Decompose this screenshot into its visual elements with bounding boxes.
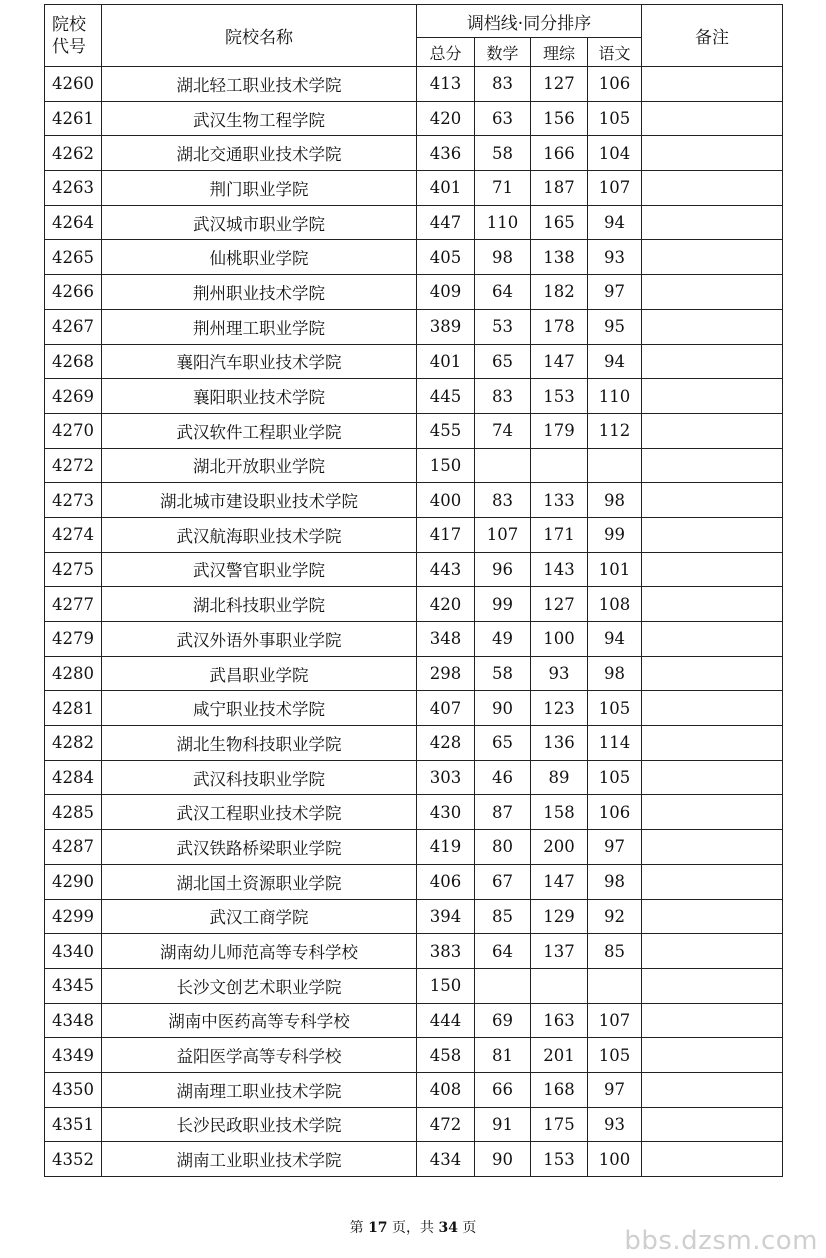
science-score-cell: 179 bbox=[531, 413, 588, 448]
note-cell bbox=[642, 171, 783, 206]
note-cell bbox=[642, 1072, 783, 1107]
science-score-cell: 158 bbox=[531, 795, 588, 830]
school-name-cell: 武汉工商学院 bbox=[102, 899, 417, 934]
chinese-score-cell: 94 bbox=[588, 205, 642, 240]
chinese-score-cell: 95 bbox=[588, 309, 642, 344]
school-code-cell: 4281 bbox=[45, 691, 102, 726]
total-score-cell: 417 bbox=[417, 517, 475, 552]
chinese-score-cell bbox=[588, 448, 642, 483]
table-row bbox=[45, 760, 783, 795]
chinese-score-cell: 105 bbox=[588, 101, 642, 136]
school-name-cell: 长沙民政职业技术学院 bbox=[102, 1107, 417, 1142]
chinese-score-cell: 94 bbox=[588, 622, 642, 657]
header-school-code: 院校代号 bbox=[45, 5, 102, 67]
science-score-cell: 163 bbox=[531, 1003, 588, 1038]
science-score-cell: 93 bbox=[531, 656, 588, 691]
school-name-cell: 武汉软件工程职业学院 bbox=[102, 413, 417, 448]
note-cell bbox=[642, 1038, 783, 1073]
science-score-cell: 156 bbox=[531, 101, 588, 136]
table-row bbox=[45, 656, 783, 691]
school-code-cell: 4287 bbox=[45, 830, 102, 865]
school-name-cell: 武汉航海职业技术学院 bbox=[102, 517, 417, 552]
math-score-cell: 64 bbox=[475, 934, 531, 969]
site-watermark: bbs.dzsm.com bbox=[624, 1226, 818, 1256]
total-score-cell: 401 bbox=[417, 171, 475, 206]
science-score-cell: 123 bbox=[531, 691, 588, 726]
school-name-cell: 湖南理工职业技术学院 bbox=[102, 1072, 417, 1107]
math-score-cell: 67 bbox=[475, 864, 531, 899]
admission-score-table bbox=[44, 4, 783, 1177]
math-score-cell: 63 bbox=[475, 101, 531, 136]
footer-suffix: 页 bbox=[457, 1220, 477, 1236]
math-score-cell: 85 bbox=[475, 899, 531, 934]
note-cell bbox=[642, 275, 783, 310]
total-score-cell: 406 bbox=[417, 864, 475, 899]
chinese-score-cell: 98 bbox=[588, 483, 642, 518]
table-row bbox=[45, 517, 783, 552]
school-code-cell: 4290 bbox=[45, 864, 102, 899]
total-score-cell: 455 bbox=[417, 413, 475, 448]
school-name-cell: 湖北城市建设职业技术学院 bbox=[102, 483, 417, 518]
table-row bbox=[45, 622, 783, 657]
school-code-cell: 4270 bbox=[45, 413, 102, 448]
school-code-cell: 4264 bbox=[45, 205, 102, 240]
science-score-cell bbox=[531, 448, 588, 483]
math-score-cell: 107 bbox=[475, 517, 531, 552]
science-score-cell: 127 bbox=[531, 67, 588, 102]
table-row bbox=[45, 483, 783, 518]
header-chinese: 语文 bbox=[588, 38, 642, 67]
math-score-cell: 69 bbox=[475, 1003, 531, 1038]
note-cell bbox=[642, 344, 783, 379]
chinese-score-cell: 106 bbox=[588, 795, 642, 830]
math-score-cell: 80 bbox=[475, 830, 531, 865]
math-score-cell: 83 bbox=[475, 67, 531, 102]
chinese-score-cell: 94 bbox=[588, 344, 642, 379]
school-name-cell: 湖北轻工职业技术学院 bbox=[102, 67, 417, 102]
total-score-cell: 472 bbox=[417, 1107, 475, 1142]
science-score-cell: 182 bbox=[531, 275, 588, 310]
science-score-cell: 129 bbox=[531, 899, 588, 934]
note-cell bbox=[642, 587, 783, 622]
total-score-cell: 420 bbox=[417, 101, 475, 136]
chinese-score-cell: 107 bbox=[588, 171, 642, 206]
school-name-cell: 湖北生物科技职业学院 bbox=[102, 726, 417, 761]
note-cell bbox=[642, 622, 783, 657]
chinese-score-cell: 105 bbox=[588, 760, 642, 795]
school-code-cell: 4284 bbox=[45, 760, 102, 795]
table-row bbox=[45, 968, 783, 1003]
math-score-cell bbox=[475, 968, 531, 1003]
science-score-cell: 147 bbox=[531, 864, 588, 899]
total-score-cell: 428 bbox=[417, 726, 475, 761]
chinese-score-cell: 98 bbox=[588, 656, 642, 691]
table-row bbox=[45, 379, 783, 414]
school-code-cell: 4349 bbox=[45, 1038, 102, 1073]
chinese-score-cell: 112 bbox=[588, 413, 642, 448]
science-score-cell: 137 bbox=[531, 934, 588, 969]
science-score-cell: 100 bbox=[531, 622, 588, 657]
total-score-cell: 436 bbox=[417, 136, 475, 171]
note-cell bbox=[642, 448, 783, 483]
school-code-cell: 4279 bbox=[45, 622, 102, 657]
table-row bbox=[45, 934, 783, 969]
math-score-cell: 66 bbox=[475, 1072, 531, 1107]
chinese-score-cell: 104 bbox=[588, 136, 642, 171]
total-score-cell: 298 bbox=[417, 656, 475, 691]
table-row bbox=[45, 899, 783, 934]
note-cell bbox=[642, 864, 783, 899]
note-cell bbox=[642, 760, 783, 795]
table-row bbox=[45, 171, 783, 206]
table-row bbox=[45, 67, 783, 102]
school-code-cell: 4274 bbox=[45, 517, 102, 552]
school-name-cell: 武汉外语外事职业学院 bbox=[102, 622, 417, 657]
school-name-cell: 荆门职业学院 bbox=[102, 171, 417, 206]
note-cell bbox=[642, 795, 783, 830]
science-score-cell: 201 bbox=[531, 1038, 588, 1073]
note-cell bbox=[642, 726, 783, 761]
footer-prefix: 第 bbox=[349, 1220, 369, 1236]
science-score-cell bbox=[531, 968, 588, 1003]
math-score-cell: 58 bbox=[475, 656, 531, 691]
chinese-score-cell: 97 bbox=[588, 275, 642, 310]
total-score-cell: 413 bbox=[417, 67, 475, 102]
total-score-cell: 458 bbox=[417, 1038, 475, 1073]
table-body bbox=[45, 67, 783, 1177]
table-row bbox=[45, 552, 783, 587]
math-score-cell: 71 bbox=[475, 171, 531, 206]
footer-middle: 页，共 bbox=[387, 1220, 439, 1236]
school-code-cell: 4282 bbox=[45, 726, 102, 761]
school-name-cell: 湖北国土资源职业学院 bbox=[102, 864, 417, 899]
school-name-cell: 湖南工业职业技术学院 bbox=[102, 1142, 417, 1177]
table-row bbox=[45, 1107, 783, 1142]
school-code-cell: 4261 bbox=[45, 101, 102, 136]
school-name-cell: 武汉铁路桥梁职业学院 bbox=[102, 830, 417, 865]
math-score-cell: 81 bbox=[475, 1038, 531, 1073]
note-cell bbox=[642, 830, 783, 865]
chinese-score-cell: 92 bbox=[588, 899, 642, 934]
school-name-cell: 荆州职业技术学院 bbox=[102, 275, 417, 310]
school-code-cell: 4263 bbox=[45, 171, 102, 206]
table-row bbox=[45, 691, 783, 726]
table-row bbox=[45, 830, 783, 865]
header-school-name: 院校名称 bbox=[102, 5, 417, 67]
note-cell bbox=[642, 205, 783, 240]
science-score-cell: 187 bbox=[531, 171, 588, 206]
chinese-score-cell: 98 bbox=[588, 864, 642, 899]
school-code-cell: 4280 bbox=[45, 656, 102, 691]
note-cell bbox=[642, 101, 783, 136]
note-cell bbox=[642, 240, 783, 275]
header-cutoff-group: 调档线·同分排序 bbox=[417, 5, 642, 38]
math-score-cell: 83 bbox=[475, 379, 531, 414]
science-score-cell: 200 bbox=[531, 830, 588, 865]
chinese-score-cell: 105 bbox=[588, 691, 642, 726]
school-code-cell: 4262 bbox=[45, 136, 102, 171]
math-score-cell: 96 bbox=[475, 552, 531, 587]
school-name-cell: 湖北科技职业学院 bbox=[102, 587, 417, 622]
school-code-cell: 4268 bbox=[45, 344, 102, 379]
total-score-cell: 409 bbox=[417, 275, 475, 310]
total-score-cell: 430 bbox=[417, 795, 475, 830]
total-score-cell: 443 bbox=[417, 552, 475, 587]
table-row bbox=[45, 1038, 783, 1073]
math-score-cell: 90 bbox=[475, 1142, 531, 1177]
school-name-cell: 咸宁职业技术学院 bbox=[102, 691, 417, 726]
science-score-cell: 165 bbox=[531, 205, 588, 240]
school-name-cell: 武汉警官职业学院 bbox=[102, 552, 417, 587]
science-score-cell: 138 bbox=[531, 240, 588, 275]
school-code-cell: 4340 bbox=[45, 934, 102, 969]
school-name-cell: 湖北交通职业技术学院 bbox=[102, 136, 417, 171]
math-score-cell: 90 bbox=[475, 691, 531, 726]
math-score-cell: 58 bbox=[475, 136, 531, 171]
total-score-cell: 150 bbox=[417, 968, 475, 1003]
chinese-score-cell: 100 bbox=[588, 1142, 642, 1177]
school-code-cell: 4265 bbox=[45, 240, 102, 275]
total-score-cell: 407 bbox=[417, 691, 475, 726]
math-score-cell: 49 bbox=[475, 622, 531, 657]
school-name-cell: 荆州理工职业学院 bbox=[102, 309, 417, 344]
chinese-score-cell: 97 bbox=[588, 830, 642, 865]
table-row bbox=[45, 726, 783, 761]
math-score-cell bbox=[475, 448, 531, 483]
table-row bbox=[45, 448, 783, 483]
school-name-cell: 武汉生物工程学院 bbox=[102, 101, 417, 136]
total-score-cell: 420 bbox=[417, 587, 475, 622]
math-score-cell: 64 bbox=[475, 275, 531, 310]
header-total-score: 总分 bbox=[417, 38, 475, 67]
table-row bbox=[45, 795, 783, 830]
note-cell bbox=[642, 1142, 783, 1177]
chinese-score-cell: 93 bbox=[588, 1107, 642, 1142]
total-score-cell: 401 bbox=[417, 344, 475, 379]
note-cell bbox=[642, 67, 783, 102]
school-code-cell: 4351 bbox=[45, 1107, 102, 1142]
school-name-cell: 武昌职业学院 bbox=[102, 656, 417, 691]
school-code-cell: 4273 bbox=[45, 483, 102, 518]
math-score-cell: 53 bbox=[475, 309, 531, 344]
note-cell bbox=[642, 691, 783, 726]
science-score-cell: 136 bbox=[531, 726, 588, 761]
table-row bbox=[45, 101, 783, 136]
total-score-cell: 150 bbox=[417, 448, 475, 483]
chinese-score-cell: 110 bbox=[588, 379, 642, 414]
table-row bbox=[45, 205, 783, 240]
note-cell bbox=[642, 934, 783, 969]
math-score-cell: 74 bbox=[475, 413, 531, 448]
note-cell bbox=[642, 899, 783, 934]
math-score-cell: 91 bbox=[475, 1107, 531, 1142]
table-row bbox=[45, 136, 783, 171]
chinese-score-cell: 114 bbox=[588, 726, 642, 761]
total-score-cell: 444 bbox=[417, 1003, 475, 1038]
school-code-cell: 4350 bbox=[45, 1072, 102, 1107]
science-score-cell: 178 bbox=[531, 309, 588, 344]
total-score-cell: 348 bbox=[417, 622, 475, 657]
chinese-score-cell: 97 bbox=[588, 1072, 642, 1107]
total-score-cell: 447 bbox=[417, 205, 475, 240]
math-score-cell: 87 bbox=[475, 795, 531, 830]
school-code-cell: 4277 bbox=[45, 587, 102, 622]
school-name-cell: 武汉城市职业学院 bbox=[102, 205, 417, 240]
note-cell bbox=[642, 483, 783, 518]
note-cell bbox=[642, 656, 783, 691]
note-cell bbox=[642, 1003, 783, 1038]
table-row bbox=[45, 1003, 783, 1038]
note-cell bbox=[642, 552, 783, 587]
total-score-cell: 419 bbox=[417, 830, 475, 865]
table-row bbox=[45, 240, 783, 275]
chinese-score-cell: 101 bbox=[588, 552, 642, 587]
school-code-cell: 4352 bbox=[45, 1142, 102, 1177]
science-score-cell: 133 bbox=[531, 483, 588, 518]
note-cell bbox=[642, 309, 783, 344]
table-row bbox=[45, 864, 783, 899]
school-code-cell: 4285 bbox=[45, 795, 102, 830]
school-code-cell: 4260 bbox=[45, 67, 102, 102]
school-name-cell: 湖北开放职业学院 bbox=[102, 448, 417, 483]
total-score-cell: 400 bbox=[417, 483, 475, 518]
total-score-cell: 394 bbox=[417, 899, 475, 934]
table-row bbox=[45, 587, 783, 622]
science-score-cell: 153 bbox=[531, 379, 588, 414]
total-score-cell: 434 bbox=[417, 1142, 475, 1177]
note-cell bbox=[642, 968, 783, 1003]
science-score-cell: 127 bbox=[531, 587, 588, 622]
school-name-cell: 武汉科技职业学院 bbox=[102, 760, 417, 795]
chinese-score-cell: 93 bbox=[588, 240, 642, 275]
school-code-cell: 4275 bbox=[45, 552, 102, 587]
header-math: 数学 bbox=[475, 38, 531, 67]
school-name-cell: 长沙文创艺术职业学院 bbox=[102, 968, 417, 1003]
school-name-cell: 襄阳职业技术学院 bbox=[102, 379, 417, 414]
note-cell bbox=[642, 379, 783, 414]
footer-total-pages: 34 bbox=[438, 1220, 458, 1236]
header-science: 理综 bbox=[531, 38, 588, 67]
total-score-cell: 303 bbox=[417, 760, 475, 795]
chinese-score-cell: 106 bbox=[588, 67, 642, 102]
chinese-score-cell bbox=[588, 968, 642, 1003]
math-score-cell: 110 bbox=[475, 205, 531, 240]
science-score-cell: 171 bbox=[531, 517, 588, 552]
total-score-cell: 445 bbox=[417, 379, 475, 414]
science-score-cell: 89 bbox=[531, 760, 588, 795]
school-name-cell: 仙桃职业学院 bbox=[102, 240, 417, 275]
school-name-cell: 湖南中医药高等专科学校 bbox=[102, 1003, 417, 1038]
table-row bbox=[45, 413, 783, 448]
school-code-cell: 4299 bbox=[45, 899, 102, 934]
school-code-cell: 4267 bbox=[45, 309, 102, 344]
school-name-cell: 武汉工程职业技术学院 bbox=[102, 795, 417, 830]
header-note: 备注 bbox=[642, 5, 783, 67]
school-code-cell: 4348 bbox=[45, 1003, 102, 1038]
school-code-cell: 4272 bbox=[45, 448, 102, 483]
chinese-score-cell: 85 bbox=[588, 934, 642, 969]
math-score-cell: 83 bbox=[475, 483, 531, 518]
science-score-cell: 175 bbox=[531, 1107, 588, 1142]
note-cell bbox=[642, 136, 783, 171]
table-row bbox=[45, 344, 783, 379]
note-cell bbox=[642, 413, 783, 448]
table-row bbox=[45, 309, 783, 344]
math-score-cell: 65 bbox=[475, 344, 531, 379]
chinese-score-cell: 108 bbox=[588, 587, 642, 622]
footer-page-number: 17 bbox=[368, 1220, 388, 1236]
chinese-score-cell: 105 bbox=[588, 1038, 642, 1073]
math-score-cell: 46 bbox=[475, 760, 531, 795]
school-name-cell: 益阳医学高等专科学校 bbox=[102, 1038, 417, 1073]
chinese-score-cell: 99 bbox=[588, 517, 642, 552]
note-cell bbox=[642, 517, 783, 552]
chinese-score-cell: 107 bbox=[588, 1003, 642, 1038]
total-score-cell: 408 bbox=[417, 1072, 475, 1107]
math-score-cell: 99 bbox=[475, 587, 531, 622]
total-score-cell: 389 bbox=[417, 309, 475, 344]
total-score-cell: 405 bbox=[417, 240, 475, 275]
science-score-cell: 168 bbox=[531, 1072, 588, 1107]
table-row bbox=[45, 1142, 783, 1177]
total-score-cell: 383 bbox=[417, 934, 475, 969]
school-code-cell: 4269 bbox=[45, 379, 102, 414]
table-row bbox=[45, 1072, 783, 1107]
math-score-cell: 65 bbox=[475, 726, 531, 761]
science-score-cell: 153 bbox=[531, 1142, 588, 1177]
math-score-cell: 98 bbox=[475, 240, 531, 275]
school-name-cell: 湖南幼儿师范高等专科学校 bbox=[102, 934, 417, 969]
science-score-cell: 143 bbox=[531, 552, 588, 587]
science-score-cell: 147 bbox=[531, 344, 588, 379]
science-score-cell: 166 bbox=[531, 136, 588, 171]
school-code-cell: 4345 bbox=[45, 968, 102, 1003]
table-row bbox=[45, 275, 783, 310]
note-cell bbox=[642, 1107, 783, 1142]
school-code-cell: 4266 bbox=[45, 275, 102, 310]
school-name-cell: 襄阳汽车职业技术学院 bbox=[102, 344, 417, 379]
